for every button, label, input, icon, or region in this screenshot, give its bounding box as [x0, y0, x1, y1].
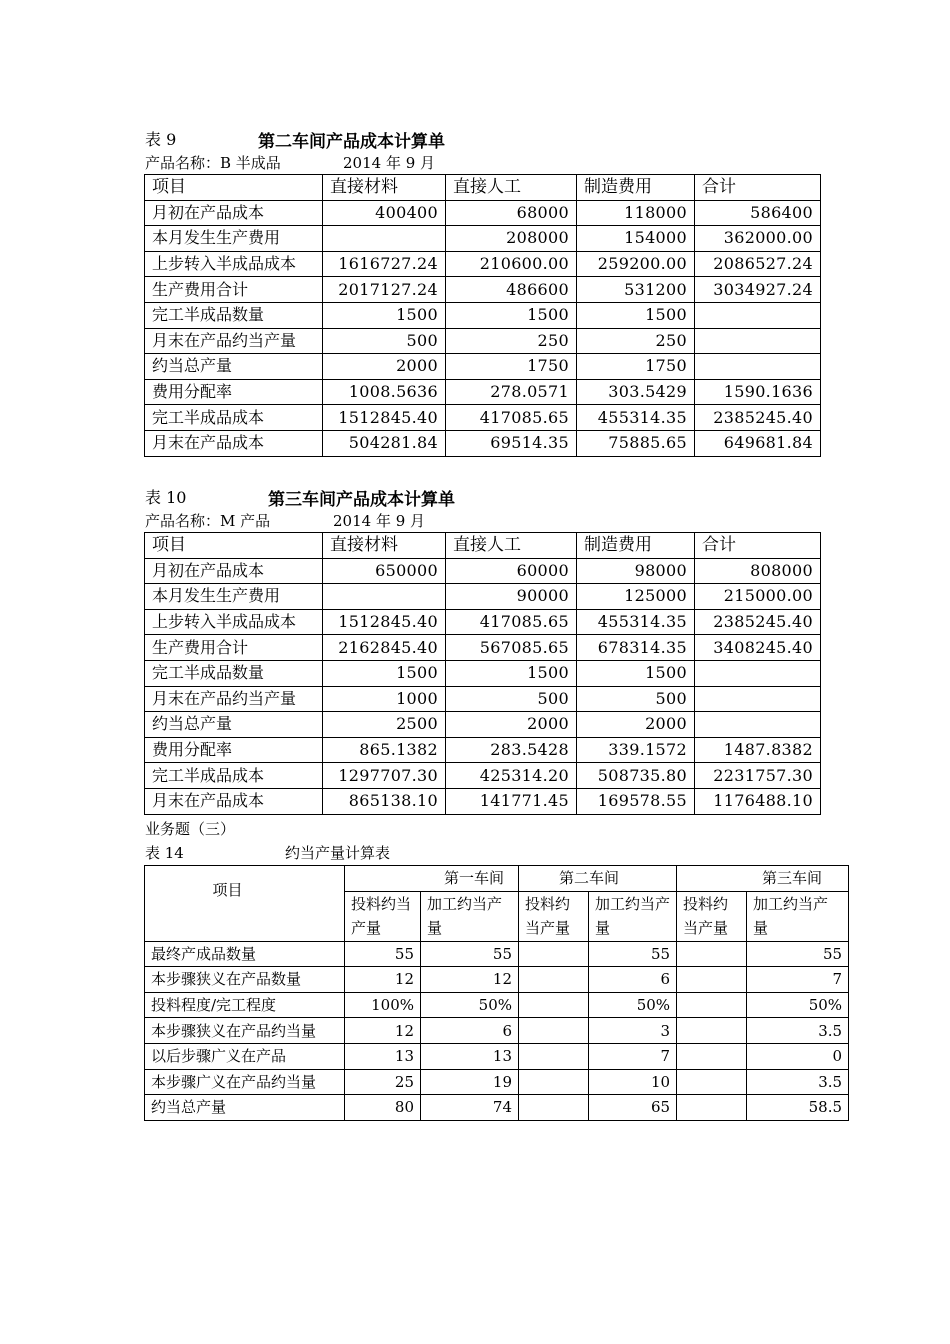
- table-row: [145, 328, 821, 354]
- table-cell: 13: [421, 1043, 519, 1069]
- table-cell: [323, 584, 446, 610]
- table-cell: 362000.00: [695, 226, 821, 252]
- table-cell: 2162845.40: [323, 635, 446, 661]
- table10-caption: [145, 485, 845, 510]
- table-cell: 508735.80: [577, 763, 695, 789]
- table-cell: 1512845.40: [323, 405, 446, 431]
- table-cell: [519, 1018, 589, 1044]
- table-row: [145, 405, 821, 431]
- table-cell: 1500: [323, 660, 446, 686]
- table-cell: [677, 967, 747, 993]
- table-cell: 678314.35: [577, 635, 695, 661]
- row-label: 约当总产量: [145, 1095, 345, 1121]
- table14-group-2: 第二车间: [519, 866, 677, 892]
- table14: [144, 865, 849, 1121]
- table9: [144, 174, 821, 457]
- row-label: 本步骤广义在产品约当量: [145, 1069, 345, 1095]
- table-cell: 208000: [446, 226, 577, 252]
- table-cell: 531200: [577, 277, 695, 303]
- table-row: [145, 763, 821, 789]
- row-label: 完工半成品数量: [145, 660, 323, 686]
- table-cell: 2385245.40: [695, 609, 821, 635]
- table9-header-cell: 合计: [695, 175, 821, 201]
- table14-caption: [145, 842, 845, 862]
- table-cell: 504281.84: [323, 430, 446, 456]
- row-label: 月初在产品成本: [145, 200, 323, 226]
- table-cell: 278.0571: [446, 379, 577, 405]
- table-cell: 2000: [323, 354, 446, 380]
- table9-product: 产品名称：B 半成品: [145, 154, 281, 172]
- row-label: 本月发生生产费用: [145, 226, 323, 252]
- table-row: [145, 1069, 849, 1095]
- section-heading: 业务题（三）: [145, 820, 236, 838]
- table10-header-cell: 制造费用: [577, 533, 695, 559]
- table-cell: [519, 967, 589, 993]
- table14-title: 约当产量计算表: [285, 844, 391, 862]
- table-row: [145, 558, 821, 584]
- row-label: 费用分配率: [145, 737, 323, 763]
- table-row: [145, 430, 821, 456]
- table-cell: [695, 686, 821, 712]
- table-cell: 339.1572: [577, 737, 695, 763]
- table-cell: 154000: [577, 226, 695, 252]
- table-cell: 865138.10: [323, 788, 446, 814]
- table9-header-cell: 直接材料: [323, 175, 446, 201]
- table-cell: 1500: [577, 660, 695, 686]
- row-label: 月末在产品约当产量: [145, 328, 323, 354]
- table-cell: 2385245.40: [695, 405, 821, 431]
- table-cell: 425314.20: [446, 763, 577, 789]
- table14-sub-material-2: 投料约当产量: [519, 891, 589, 941]
- table10-subtitle: [145, 510, 845, 530]
- table-cell: 12: [345, 1018, 421, 1044]
- table-cell: 2017127.24: [323, 277, 446, 303]
- table-cell: 3.5: [747, 1069, 849, 1095]
- table-cell: 55: [747, 941, 849, 967]
- table9-title: 第二车间产品成本计算单: [258, 132, 445, 152]
- table-cell: 12: [421, 967, 519, 993]
- table-cell: 1500: [446, 660, 577, 686]
- table-cell: 13: [345, 1043, 421, 1069]
- table-cell: 2086527.24: [695, 251, 821, 277]
- table-cell: 2500: [323, 712, 446, 738]
- table10-header-cell: 合计: [695, 533, 821, 559]
- table-cell: 1500: [323, 302, 446, 328]
- table-row: [145, 609, 821, 635]
- table-cell: 90000: [446, 584, 577, 610]
- table-cell: 283.5428: [446, 737, 577, 763]
- table-cell: 7: [747, 967, 849, 993]
- table14-group-1: 第一车间: [345, 866, 519, 892]
- table-cell: [677, 1018, 747, 1044]
- row-label: 约当总产量: [145, 712, 323, 738]
- table-cell: 1512845.40: [323, 609, 446, 635]
- table-cell: 80: [345, 1095, 421, 1121]
- row-label: 本月发生生产费用: [145, 584, 323, 610]
- table-cell: [677, 1069, 747, 1095]
- table-cell: 68000: [446, 200, 577, 226]
- row-label: 约当总产量: [145, 354, 323, 380]
- table-row: [145, 354, 821, 380]
- table-cell: 98000: [577, 558, 695, 584]
- table-cell: 65: [589, 1095, 677, 1121]
- table-cell: 125000: [577, 584, 695, 610]
- table-cell: 1176488.10: [695, 788, 821, 814]
- table-row: [145, 967, 849, 993]
- table9-label: 表 9: [145, 130, 177, 149]
- table-cell: [695, 660, 821, 686]
- table10-header-row: [145, 533, 821, 559]
- table-cell: 75885.65: [577, 430, 695, 456]
- table-cell: 6: [421, 1018, 519, 1044]
- table9-date: 2014 年 9 月: [343, 154, 436, 172]
- table10-header-cell: 直接材料: [323, 533, 446, 559]
- row-label: 月末在产品成本: [145, 788, 323, 814]
- row-label: 月末在产品成本: [145, 430, 323, 456]
- table-cell: 3: [589, 1018, 677, 1044]
- table-cell: 3.5: [747, 1018, 849, 1044]
- table-cell: 500: [446, 686, 577, 712]
- table-cell: [519, 992, 589, 1018]
- row-label: 月末在产品约当产量: [145, 686, 323, 712]
- table-cell: 455314.35: [577, 405, 695, 431]
- table-cell: 1297707.30: [323, 763, 446, 789]
- table-cell: 10: [589, 1069, 677, 1095]
- table-row: [145, 992, 849, 1018]
- table-cell: 1616727.24: [323, 251, 446, 277]
- table-cell: 58.5: [747, 1095, 849, 1121]
- table14-sub-material-1: 投料约当产量: [345, 891, 421, 941]
- table-row: [145, 737, 821, 763]
- table-cell: 649681.84: [695, 430, 821, 456]
- table-cell: 6: [589, 967, 677, 993]
- table-row: [145, 686, 821, 712]
- table9-header-cell: 项目: [145, 175, 323, 201]
- row-label: 本步骤狭义在产品约当量: [145, 1018, 345, 1044]
- table-cell: 1750: [446, 354, 577, 380]
- table-cell: 567085.65: [446, 635, 577, 661]
- table-row: [145, 379, 821, 405]
- table-cell: 259200.00: [577, 251, 695, 277]
- table-row: [145, 584, 821, 610]
- table-cell: 19: [421, 1069, 519, 1095]
- table10-title: 第三车间产品成本计算单: [268, 490, 455, 510]
- row-label: 上步转入半成品成本: [145, 251, 323, 277]
- table9-subtitle: [145, 152, 845, 172]
- table9-header-cell: 制造费用: [577, 175, 695, 201]
- table-cell: 210600.00: [446, 251, 577, 277]
- table10-label: 表 10: [145, 488, 187, 507]
- table-cell: 74: [421, 1095, 519, 1121]
- table10: [144, 532, 821, 815]
- row-label: 完工半成品成本: [145, 405, 323, 431]
- table-cell: 69514.35: [446, 430, 577, 456]
- table-cell: 650000: [323, 558, 446, 584]
- table-cell: [677, 1095, 747, 1121]
- table-cell: 50%: [589, 992, 677, 1018]
- table-cell: 55: [345, 941, 421, 967]
- table-cell: 1590.1636: [695, 379, 821, 405]
- table-cell: 500: [577, 686, 695, 712]
- table-cell: 1000: [323, 686, 446, 712]
- table-row: [145, 941, 849, 967]
- row-label: 以后步骤广义在产品: [145, 1043, 345, 1069]
- row-label: 上步转入半成品成本: [145, 609, 323, 635]
- table9-header-row: [145, 175, 821, 201]
- table-cell: 1008.5636: [323, 379, 446, 405]
- table-cell: 141771.45: [446, 788, 577, 814]
- table-cell: [695, 354, 821, 380]
- row-label: 投料程度/完工程度: [145, 992, 345, 1018]
- table-cell: 3408245.40: [695, 635, 821, 661]
- table-cell: 417085.65: [446, 405, 577, 431]
- table-cell: 169578.55: [577, 788, 695, 814]
- table-cell: 500: [323, 328, 446, 354]
- table-cell: [519, 1069, 589, 1095]
- table-cell: 865.1382: [323, 737, 446, 763]
- table14-item-header: 项目: [145, 866, 345, 942]
- table10-product: 产品名称：M 产品: [145, 512, 271, 530]
- row-label: 生产费用合计: [145, 277, 323, 303]
- table-cell: 400400: [323, 200, 446, 226]
- table-cell: 0: [747, 1043, 849, 1069]
- row-label: 完工半成品数量: [145, 302, 323, 328]
- table-cell: [519, 941, 589, 967]
- table-cell: 215000.00: [695, 584, 821, 610]
- table-cell: 1500: [446, 302, 577, 328]
- table-cell: [677, 992, 747, 1018]
- row-label: 月初在产品成本: [145, 558, 323, 584]
- table-cell: 1487.8382: [695, 737, 821, 763]
- table-row: [145, 226, 821, 252]
- table-cell: 250: [577, 328, 695, 354]
- table-cell: 7: [589, 1043, 677, 1069]
- table-cell: 2231757.30: [695, 763, 821, 789]
- table-cell: [519, 1043, 589, 1069]
- table-cell: 25: [345, 1069, 421, 1095]
- table10-header-cell: 项目: [145, 533, 323, 559]
- table-cell: [695, 328, 821, 354]
- table9-header-cell: 直接人工: [446, 175, 577, 201]
- table-cell: 55: [589, 941, 677, 967]
- table-cell: 586400: [695, 200, 821, 226]
- table14-sub-process-3: 加工约当产量: [747, 891, 849, 941]
- table-cell: 60000: [446, 558, 577, 584]
- table-cell: 2000: [577, 712, 695, 738]
- table-row: [145, 277, 821, 303]
- table-row: [145, 251, 821, 277]
- table-row: [145, 635, 821, 661]
- table14-group-3: 第三车间: [677, 866, 849, 892]
- row-label: 生产费用合计: [145, 635, 323, 661]
- table-cell: 486600: [446, 277, 577, 303]
- table-row: [145, 1095, 849, 1121]
- table-cell: 12: [345, 967, 421, 993]
- table-row: [145, 712, 821, 738]
- table-cell: [677, 941, 747, 967]
- table-row: [145, 788, 821, 814]
- row-label: 最终产成品数量: [145, 941, 345, 967]
- table-cell: 303.5429: [577, 379, 695, 405]
- table-cell: 100%: [345, 992, 421, 1018]
- table-cell: 1500: [577, 302, 695, 328]
- table10-header-cell: 直接人工: [446, 533, 577, 559]
- table-cell: 118000: [577, 200, 695, 226]
- table-cell: 455314.35: [577, 609, 695, 635]
- table-row: [145, 1018, 849, 1044]
- table-cell: [695, 302, 821, 328]
- table-cell: [519, 1095, 589, 1121]
- row-label: 费用分配率: [145, 379, 323, 405]
- table-cell: 417085.65: [446, 609, 577, 635]
- table-row: [145, 660, 821, 686]
- table-row: [145, 200, 821, 226]
- table-cell: [323, 226, 446, 252]
- table-cell: 55: [421, 941, 519, 967]
- table-cell: 50%: [421, 992, 519, 1018]
- table14-sub-process-2: 加工约当产量: [589, 891, 677, 941]
- table14-sub-process-1: 加工约当产量: [421, 891, 519, 941]
- table-cell: [695, 712, 821, 738]
- row-label: 本步骤狭义在产品数量: [145, 967, 345, 993]
- table-cell: 3034927.24: [695, 277, 821, 303]
- table-cell: 2000: [446, 712, 577, 738]
- row-label: 完工半成品成本: [145, 763, 323, 789]
- table-cell: 50%: [747, 992, 849, 1018]
- table-cell: 808000: [695, 558, 821, 584]
- table14-sub-material-3: 投料约当产量: [677, 891, 747, 941]
- table-row: [145, 1043, 849, 1069]
- table9-caption: [145, 127, 845, 152]
- table-cell: [677, 1043, 747, 1069]
- table14-label: 表 14: [145, 844, 184, 862]
- table10-date: 2014 年 9 月: [333, 512, 426, 530]
- table-cell: 250: [446, 328, 577, 354]
- table-row: [145, 302, 821, 328]
- table-cell: 1750: [577, 354, 695, 380]
